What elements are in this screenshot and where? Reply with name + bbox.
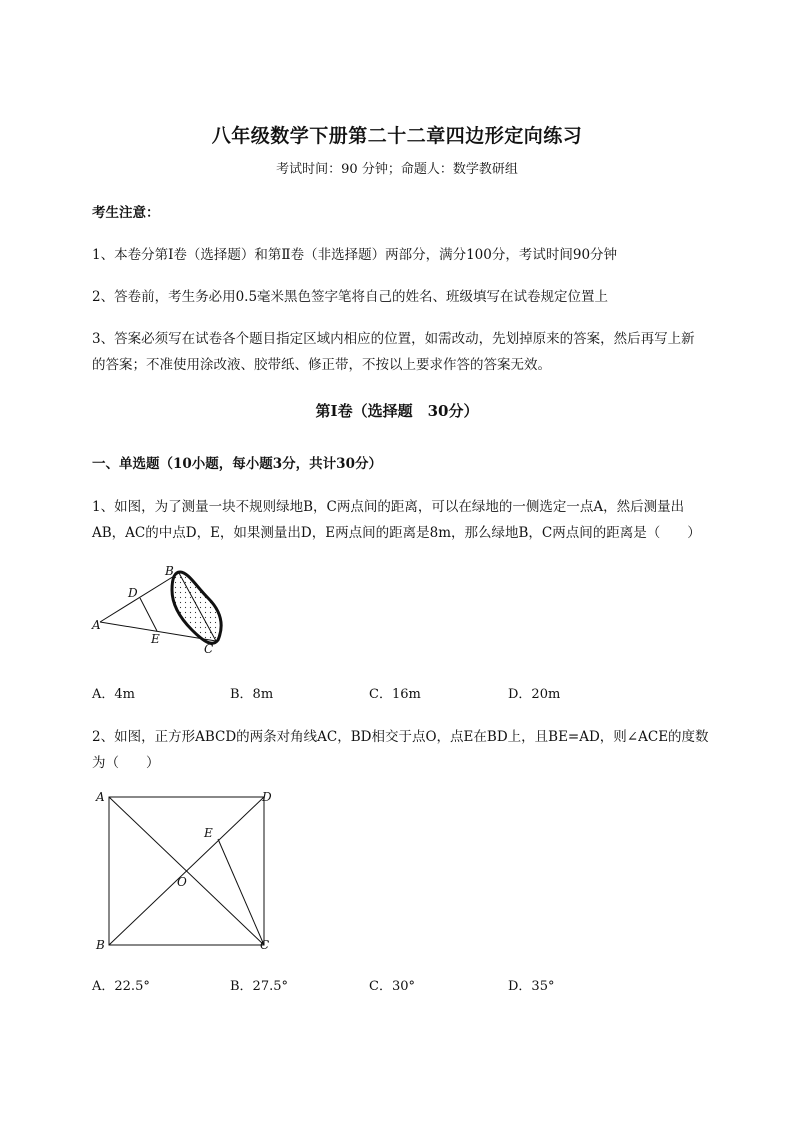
- q1-figure: [88, 560, 238, 660]
- notice-heading: 考生注意：: [92, 205, 160, 221]
- section-heading: 一、单选题（10小题，每小题3分，共计30分）: [92, 456, 382, 472]
- q1-text-line1: 1、如图，为了测量一块不规则绿地B，C两点间的距离，可以在绿地的一侧选定一点A，然后测量出: [92, 499, 685, 515]
- label-C: C: [204, 642, 214, 656]
- notice-item-2: 2、答卷前，考生务必用0.5毫米黑色签字笔将自己的姓名、班级填写在试卷规定位置上: [92, 289, 609, 305]
- segment-CE: [218, 839, 264, 945]
- segment-DE: [140, 598, 157, 631]
- segment-AB: [100, 573, 179, 622]
- label-O: O: [177, 875, 187, 889]
- q2-text-line2: 为（ ）: [92, 755, 160, 771]
- notice-item-3: 3、答案必须写在试卷各个题目指定区域内相应的位置，如需改动，先划掉原来的答案，然后再写上新: [92, 331, 695, 347]
- q1-choice-d[interactable]: D．20m: [508, 687, 561, 702]
- page-title: 八年级数学下册第二十二章四边形定向练习: [211, 125, 583, 147]
- label-E: E: [204, 826, 213, 840]
- label-A: A: [92, 618, 101, 632]
- label-B: B: [96, 938, 105, 952]
- label-D: D: [128, 586, 138, 600]
- q2-choice-d[interactable]: D．35°: [508, 979, 555, 994]
- label-D: D: [262, 790, 272, 804]
- label-C: C: [260, 938, 270, 952]
- label-E: E: [151, 632, 160, 646]
- q2-choice-a[interactable]: A．22.5°: [92, 979, 150, 994]
- q2-choice-c[interactable]: C．30°: [369, 979, 415, 994]
- q2-text-line1: 2、如图，正方形ABCD的两条对角线AC，BD相交于点O，点E在BD上，且BE=AD，则∠ACE的度数: [92, 729, 709, 745]
- q1-choice-b[interactable]: B．8m: [230, 687, 274, 702]
- q1-choice-c[interactable]: C．16m: [369, 687, 421, 702]
- q2-figure: [88, 785, 288, 960]
- q2-choice-b[interactable]: B．27.5°: [230, 979, 288, 994]
- notice-item-1: 1、本卷分第Ⅰ卷（选择题）和第Ⅱ卷（非选择题）两部分，满分100分，考试时间90分钟: [92, 247, 618, 263]
- label-A: A: [96, 790, 105, 804]
- q1-choice-a[interactable]: A．4m: [92, 687, 135, 702]
- q1-text-line2: AB，AC的中点D，E，如果测量出D，E两点间的距离是8m，那么绿地B，C两点间的距离是（ ）: [92, 525, 701, 541]
- exam-info: 考试时间：90 分钟；命题人：数学教研组: [276, 162, 518, 177]
- notice-item-3-cont: 的答案；不准使用涂改液、胶带纸、修正带，不按以上要求作答的答案无效。: [92, 357, 551, 373]
- label-B: B: [165, 564, 174, 578]
- part1-title: 第Ⅰ卷（选择题 30分）: [315, 402, 479, 420]
- green-area-shape: [172, 572, 221, 643]
